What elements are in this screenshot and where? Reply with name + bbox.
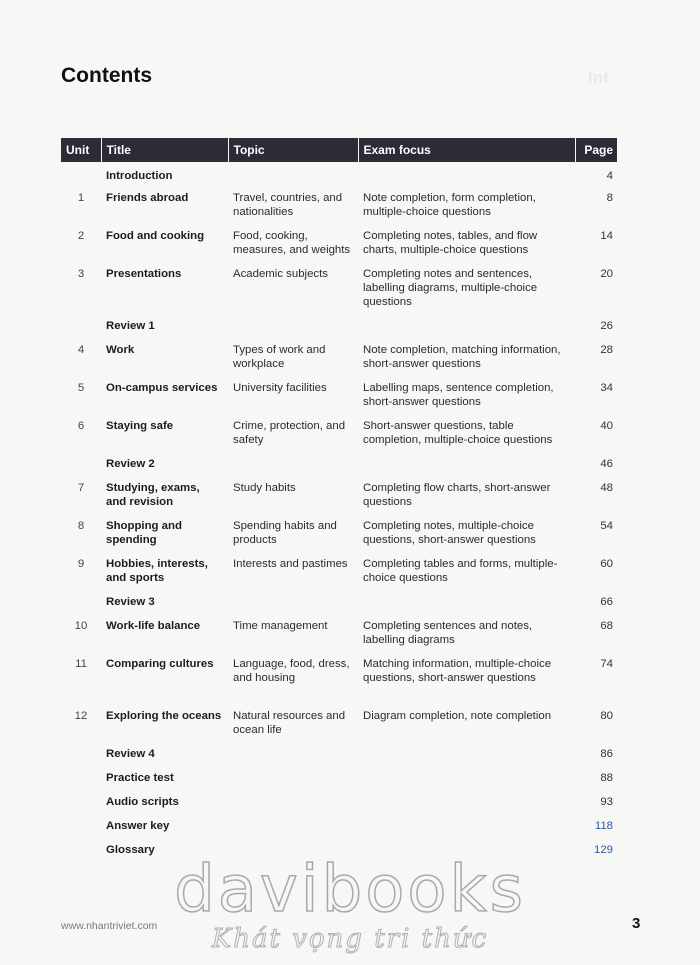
cell-page: 118 xyxy=(594,820,613,832)
cell-title: Practice test xyxy=(106,772,174,784)
table-row xyxy=(61,839,617,863)
cell-exam-focus: Completing notes and sentences, labelling diagrams, multiple-choice questions xyxy=(363,268,538,308)
table-row xyxy=(61,415,617,453)
table-row xyxy=(61,515,617,553)
cell-unit: 10 xyxy=(74,620,88,632)
cell-exam-focus: Diagram completion, note completion xyxy=(363,710,552,722)
cell-exam-focus: Note completion, form completion, multiple-choice questions xyxy=(363,192,536,218)
table-body xyxy=(61,162,617,863)
cell-page: 40 xyxy=(600,420,613,432)
header-title: Title xyxy=(101,138,228,162)
cell-exam-focus xyxy=(358,767,575,791)
cell-exam-focus: Matching information, multiple-choice questions, short-answer questions xyxy=(363,658,552,684)
cell-page: 129 xyxy=(593,844,613,856)
table-row xyxy=(61,477,617,515)
cell-title: Studying, exams, and revision xyxy=(106,482,200,508)
cell-topic xyxy=(228,791,358,815)
cell-exam-focus xyxy=(358,815,575,839)
cell-page: 66 xyxy=(600,596,613,608)
cell-unit: 7 xyxy=(77,482,85,494)
cell-exam-focus xyxy=(358,839,575,863)
cell-unit: 5 xyxy=(77,382,85,394)
cell-page: 86 xyxy=(600,748,613,760)
cell-exam-focus: Completing flow charts, short-answer questions xyxy=(363,482,551,508)
cell-title: Friends abroad xyxy=(106,192,189,204)
cell-page: 26 xyxy=(600,320,613,332)
cell-topic xyxy=(228,743,358,767)
cell-topic: Crime, protection, and safety xyxy=(233,420,346,446)
cell-topic: Types of work and workplace xyxy=(233,344,326,370)
cell-topic xyxy=(228,839,358,863)
cell-topic: Food, cooking, measures, and weights xyxy=(233,230,351,256)
table-row xyxy=(61,705,617,743)
table-row xyxy=(61,263,617,315)
cell-title: Food and cooking xyxy=(106,230,205,242)
cell-title: Review 2 xyxy=(106,458,155,470)
cell-unit: 11 xyxy=(75,658,87,670)
cell-unit xyxy=(61,815,101,839)
cell-topic: Spending habits and products xyxy=(233,520,337,546)
cell-unit: 4 xyxy=(77,344,85,356)
cell-page: 68 xyxy=(600,620,613,632)
table-row xyxy=(61,791,617,815)
page-title: Contents xyxy=(61,64,152,87)
cell-topic: University facilities xyxy=(233,382,327,394)
cell-title: Staying safe xyxy=(106,420,174,432)
table-row xyxy=(61,225,617,263)
cell-page: 14 xyxy=(600,230,613,242)
cell-exam-focus xyxy=(358,591,575,615)
cell-unit xyxy=(61,839,101,863)
cell-topic: Time management xyxy=(233,620,328,632)
cell-title: Presentations xyxy=(106,268,182,280)
table-row xyxy=(61,187,617,225)
cell-title: Answer key xyxy=(106,820,170,832)
cell-page: 20 xyxy=(600,268,613,280)
cell-page: 60 xyxy=(600,558,613,570)
cell-title: Work-life balance xyxy=(106,620,201,632)
table-row xyxy=(61,553,617,591)
cell-title: Exploring the oceans xyxy=(106,710,222,722)
cell-unit: 9 xyxy=(77,558,85,570)
cell-title: Shopping and spending xyxy=(106,520,182,546)
cell-page: 28 xyxy=(600,344,613,356)
cell-exam-focus: Short-answer questions, table completion, multiple-choice questions xyxy=(363,420,553,446)
cell-unit xyxy=(61,791,101,815)
cell-title: Hobbies, interests, and sports xyxy=(106,558,208,584)
cell-unit: 12 xyxy=(74,710,88,722)
cell-exam-focus: Labelling maps, sentence completion, short-answer questions xyxy=(363,382,554,408)
cell-topic: Language, food, dress, and housing xyxy=(233,658,350,684)
cell-topic xyxy=(228,453,358,477)
cell-unit xyxy=(61,591,101,615)
cell-exam-focus: Note completion, matching information, short-answer questions xyxy=(363,344,561,370)
footer-url: www.nhantriviet.com xyxy=(61,920,158,932)
cell-page: 93 xyxy=(600,796,613,808)
cell-topic: Travel, countries, and nationalities xyxy=(233,192,343,218)
cell-page: 88 xyxy=(600,772,613,784)
header-topic: Topic xyxy=(228,138,358,162)
cell-exam-focus xyxy=(358,162,575,187)
table-row xyxy=(61,162,617,187)
cell-unit: 6 xyxy=(77,420,85,432)
cell-page: 80 xyxy=(600,710,613,722)
cell-topic xyxy=(228,767,358,791)
watermark-tagline: Khát vọng tri thức xyxy=(211,924,489,954)
header-page: Page xyxy=(575,138,617,162)
next-page-ghost-heading: Int xyxy=(588,68,609,87)
table-row xyxy=(61,315,617,339)
cell-exam-focus xyxy=(358,315,575,339)
cell-unit xyxy=(61,767,101,791)
cell-title: Review 1 xyxy=(106,320,155,332)
cell-title: Introduction xyxy=(106,170,173,182)
cell-unit xyxy=(61,315,101,339)
header-exam-focus: Exam focus xyxy=(358,138,575,162)
cell-title: Audio scripts xyxy=(106,796,179,808)
watermark-logo: davibooks xyxy=(174,853,526,927)
cell-unit xyxy=(61,162,101,187)
cell-title: Review 4 xyxy=(106,748,155,760)
cell-unit: 2 xyxy=(77,230,85,242)
cell-title: Glossary xyxy=(106,844,155,856)
cell-topic xyxy=(228,815,358,839)
cell-topic xyxy=(228,315,358,339)
cell-unit xyxy=(61,743,101,767)
cell-page: 74 xyxy=(600,658,613,670)
table-row xyxy=(61,653,617,705)
cell-page: 48 xyxy=(600,482,613,494)
page-number: 3 xyxy=(632,915,641,932)
cell-exam-focus: Completing tables and forms, multiple-choice questions xyxy=(363,558,558,584)
cell-exam-focus xyxy=(358,743,575,767)
table-row xyxy=(61,591,617,615)
cell-page: 4 xyxy=(606,170,613,182)
cell-title: Review 3 xyxy=(106,596,155,608)
cell-exam-focus: Completing sentences and notes, labelling diagrams xyxy=(363,620,533,646)
cell-exam-focus xyxy=(358,453,575,477)
cell-topic: Natural resources and ocean life xyxy=(233,710,346,736)
cell-page: 54 xyxy=(600,520,613,532)
cell-page: 34 xyxy=(600,382,613,394)
table-row xyxy=(61,339,617,377)
cell-topic xyxy=(228,162,358,187)
cell-topic xyxy=(228,591,358,615)
cell-unit xyxy=(61,453,101,477)
cell-topic: Study habits xyxy=(233,482,296,494)
header-unit: Unit xyxy=(61,138,101,162)
table-row xyxy=(61,615,617,653)
table-row xyxy=(61,743,617,767)
cell-title: Comparing cultures xyxy=(106,658,214,670)
cell-exam-focus: Completing notes, multiple-choice questions, short-answer questions xyxy=(363,520,536,546)
cell-topic: Academic subjects xyxy=(233,268,328,280)
cell-exam-focus: Completing notes, tables, and flow charts, multiple-choice questions xyxy=(363,230,538,256)
cell-unit: 8 xyxy=(77,520,85,532)
cell-exam-focus xyxy=(358,791,575,815)
table-row xyxy=(61,453,617,477)
cell-title: Work xyxy=(106,344,135,356)
contents-table xyxy=(61,138,617,863)
table-header-row xyxy=(61,138,617,162)
table-row xyxy=(61,815,617,839)
table-row xyxy=(61,377,617,415)
cell-unit: 3 xyxy=(77,268,85,280)
cell-page: 8 xyxy=(606,192,613,204)
cell-unit: 1 xyxy=(77,192,85,204)
cell-title: On-campus services xyxy=(106,382,218,394)
table-row xyxy=(61,767,617,791)
cell-topic: Interests and pastimes xyxy=(233,558,348,570)
cell-page: 46 xyxy=(600,458,613,470)
